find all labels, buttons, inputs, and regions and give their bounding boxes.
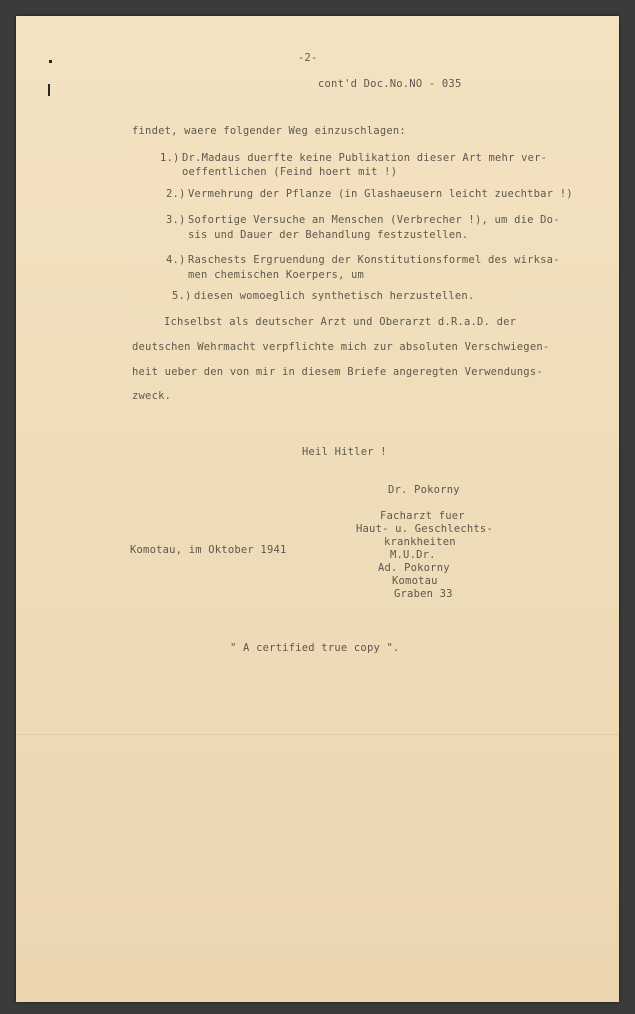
signature-name: Dr. Pokorny bbox=[388, 484, 460, 496]
sender-line-1: Facharzt fuer bbox=[380, 510, 465, 522]
list-item-4-line-1: Raschests Ergruendung der Konstitutionsformel des wirksa- bbox=[188, 254, 560, 266]
punch-mark-top bbox=[49, 60, 52, 63]
list-item-5-number: 5.) bbox=[172, 290, 192, 302]
paragraph-line-2: deutschen Wehrmacht verpflichte mich zur absoluten Verschwiegen- bbox=[132, 341, 550, 353]
list-item-1-line-2: oeffentlichen (Feind hoert mit !) bbox=[182, 166, 398, 178]
list-item-4-number: 4.) bbox=[166, 254, 186, 266]
list-item-4-line-2: men chemischen Koerpers, um bbox=[188, 269, 365, 281]
page-number: -2- bbox=[298, 52, 318, 64]
sender-line-6: Komotau bbox=[392, 575, 438, 587]
sender-line-3: krankheiten bbox=[384, 536, 456, 548]
punch-mark-bottom bbox=[48, 84, 50, 96]
sender-line-4: M.U.Dr. bbox=[390, 549, 436, 561]
list-item-1-line-1: Dr.Madaus duerfte keine Publikation dieser Art mehr ver- bbox=[182, 152, 548, 164]
place-and-date: Komotau, im Oktober 1941 bbox=[130, 544, 287, 556]
list-item-2-line-1: Vermehrung der Pflanze (in Glashaeusern leicht zuechtbar !) bbox=[188, 188, 573, 200]
list-item-2-number: 2.) bbox=[166, 188, 186, 200]
list-item-1-number: 1.) bbox=[160, 152, 180, 164]
list-item-3-number: 3.) bbox=[166, 214, 186, 226]
fold-line bbox=[16, 734, 619, 735]
list-item-3-line-1: Sofortige Versuche an Menschen (Verbrecher !), um die Do- bbox=[188, 214, 560, 226]
list-item-5-line-1: diesen womoeglich synthetisch herzustellen. bbox=[194, 290, 475, 302]
paragraph-line-3: heit ueber den von mir in diesem Briefe angeregten Verwendungs- bbox=[132, 366, 543, 378]
sender-line-7: Graben 33 bbox=[394, 588, 453, 600]
paragraph-line-1: Ichselbst als deutscher Arzt und Oberarzt d.R.a.D. der bbox=[164, 316, 517, 328]
intro-line: findet, waere folgender Weg einzuschlagen: bbox=[132, 125, 406, 137]
list-item-3-line-2: sis und Dauer der Behandlung festzustellen. bbox=[188, 229, 469, 241]
sender-line-5: Ad. Pokorny bbox=[378, 562, 450, 574]
paragraph-line-4: zweck. bbox=[132, 390, 172, 402]
document-page bbox=[16, 16, 619, 1002]
document-reference: cont'd Doc.No.NO - 035 bbox=[318, 78, 462, 90]
sender-line-2: Haut- u. Geschlechts- bbox=[356, 523, 493, 535]
certification-note: " A certified true copy ". bbox=[230, 642, 400, 654]
salutation: Heil Hitler ! bbox=[302, 446, 387, 458]
